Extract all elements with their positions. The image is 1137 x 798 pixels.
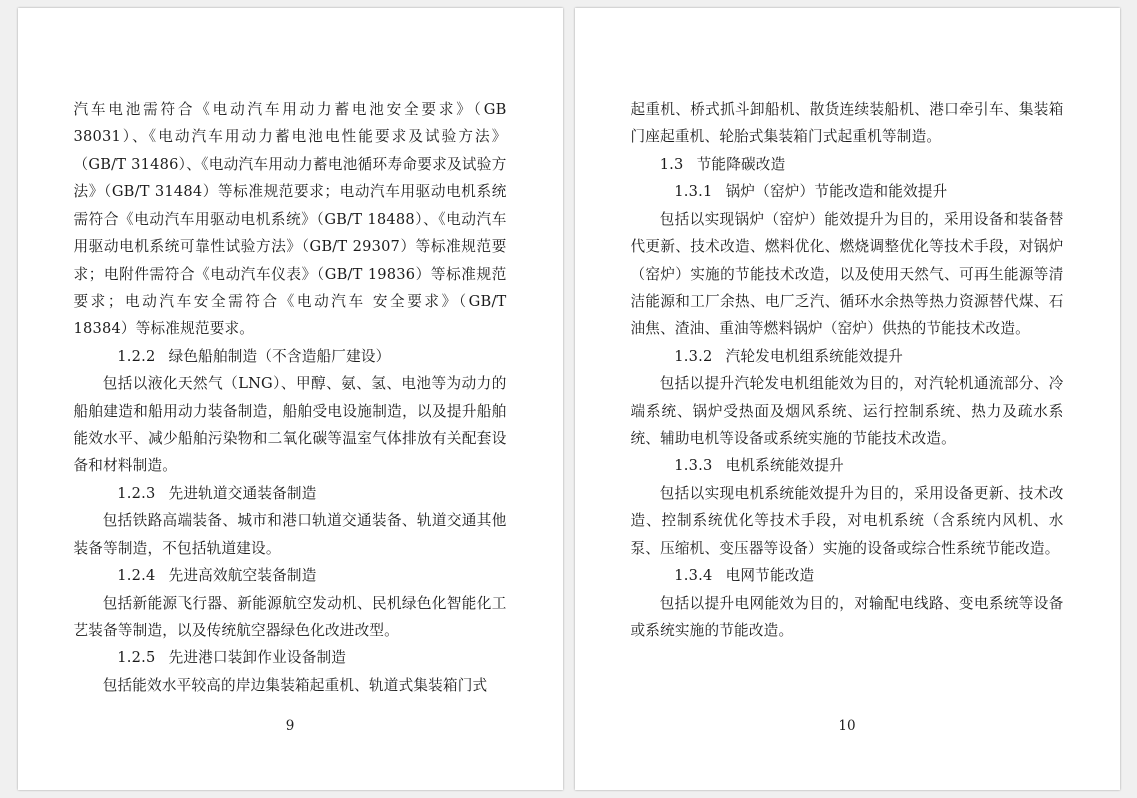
section-number: 1.2.4 [117,567,156,585]
section-title: 先进轨道交通装备制造 [168,484,317,502]
section-number: 1.3.3 [674,457,713,475]
page-content-right [631,96,1064,644]
section-title: 先进高效航空装备制造 [168,567,317,585]
section-title: 节能降碳改造 [696,155,786,173]
document-page-left [18,8,563,790]
section-heading [631,562,1064,589]
section-number: 1.2.5 [117,649,156,667]
paragraph: 包括能效水平较高的岸边集装箱起重机、轨道式集装箱门式 [102,676,488,694]
paragraph: 起重机、桥式抓斗卸船机、散货连续装船机、港口牵引车、集装箱门座起重机、轮胎式集装箱门式起重机等制造。 [630,101,1064,146]
section-title: 先进港口装卸作业设备制造 [168,649,347,667]
section-number: 1.2.2 [117,347,156,365]
section-title: 汽轮发电机组系统能效提升 [725,347,904,365]
paragraph: 包括以液化天然气（LNG）、甲醇、氨、氢、电池等为动力的船舶建造和船用动力装备制造，船舶受电设施制造，以及提升船舶能效水平、减少船舶污染物和二氧化碳等温室气体排放有关配套设备和材料制造。 [73,375,507,475]
section-title: 电网节能改造 [725,567,815,585]
paragraph: 包括以提升电网能效为目的，对输配电线路、变电系统等设备或系统实施的节能改造。 [630,594,1064,640]
paragraph: 包括以实现电机系统能效提升为目的，采用设备更新、技术改造、控制系统优化等技术手段，对电机系统（含系统内风机、水泵、压缩机、变压器等设备）实施的设备或综合性系统节能改造。 [630,484,1064,557]
section-heading [74,562,507,589]
section-number: 1.3.1 [674,183,713,201]
section-heading [74,343,507,370]
section-title: 电机系统能效提升 [725,457,844,475]
paragraph: 汽车电池需符合《电动汽车用动力蓄电池安全要求》（GB 38031）、《电动汽车用动力蓄电池电性能要求及试验方法》（GB/T 31486）、《电动汽车用动力蓄电池循环寿命要求及试验方法》（GB/T 31484）等标准规范要求；电动汽车用驱动电机系统需符合《电动汽车用驱动电机系统》（GB/T 18488）、《电动汽车用驱动电机系统可靠性试验方法》（GB/T 29307）等标准规范要求；电附件需符合《电动汽车仪表》（GB/T 19836）等标准规范要求；电动汽车安全需符合《电动汽车 安全要求》（GB/T 18384）等标准规范要求。 [73,101,507,338]
section-heading [631,178,1064,205]
paragraph: 包括新能源飞行器、新能源航空发动机、民机绿色化智能化工艺装备等制造，以及传统航空器绿色化改进改型。 [73,594,507,640]
section-title: 绿色船舶制造（不含造船厂建设） [168,347,391,365]
page-number-left: 9 [285,718,295,734]
section-heading [74,644,507,671]
section-number: 1.2.3 [117,484,156,502]
section-heading [74,480,507,507]
page-content-left [74,96,507,699]
section-number: 1.3.4 [674,567,713,585]
section-number: 1.3 [659,155,684,173]
page-number-right: 10 [838,718,856,734]
section-heading [631,343,1064,370]
section-title: 锅炉（窑炉）节能改造和能效提升 [725,183,948,201]
paragraph: 包括以提升汽轮发电机组能效为目的，对汽轮机通流部分、冷端系统、锅炉受热面及烟风系统、运行控制系统、热力及疏水系统、辅助电机等设备或系统实施的节能技术改造。 [630,375,1064,448]
section-heading [631,151,1064,178]
paragraph: 包括铁路高端装备、城市和港口轨道交通装备、轨道交通其他装备等制造，不包括轨道建设。 [73,512,507,557]
paragraph: 包括以实现锅炉（窑炉）能效提升为目的，采用设备和装备替代更新、技术改造、燃料优化、燃烧调整优化等技术手段，对锅炉（窑炉）实施的节能技术改造，以及使用天然气、可再生能源等清洁能源和工厂余热、电厂乏汽、循环水余热等热力资源替代煤、石油焦、渣油、重油等燃料锅炉（窑炉）供热的节能技术改造。 [630,210,1064,338]
section-heading [631,452,1064,479]
document-page-right [575,8,1120,790]
section-number: 1.3.2 [674,347,713,365]
